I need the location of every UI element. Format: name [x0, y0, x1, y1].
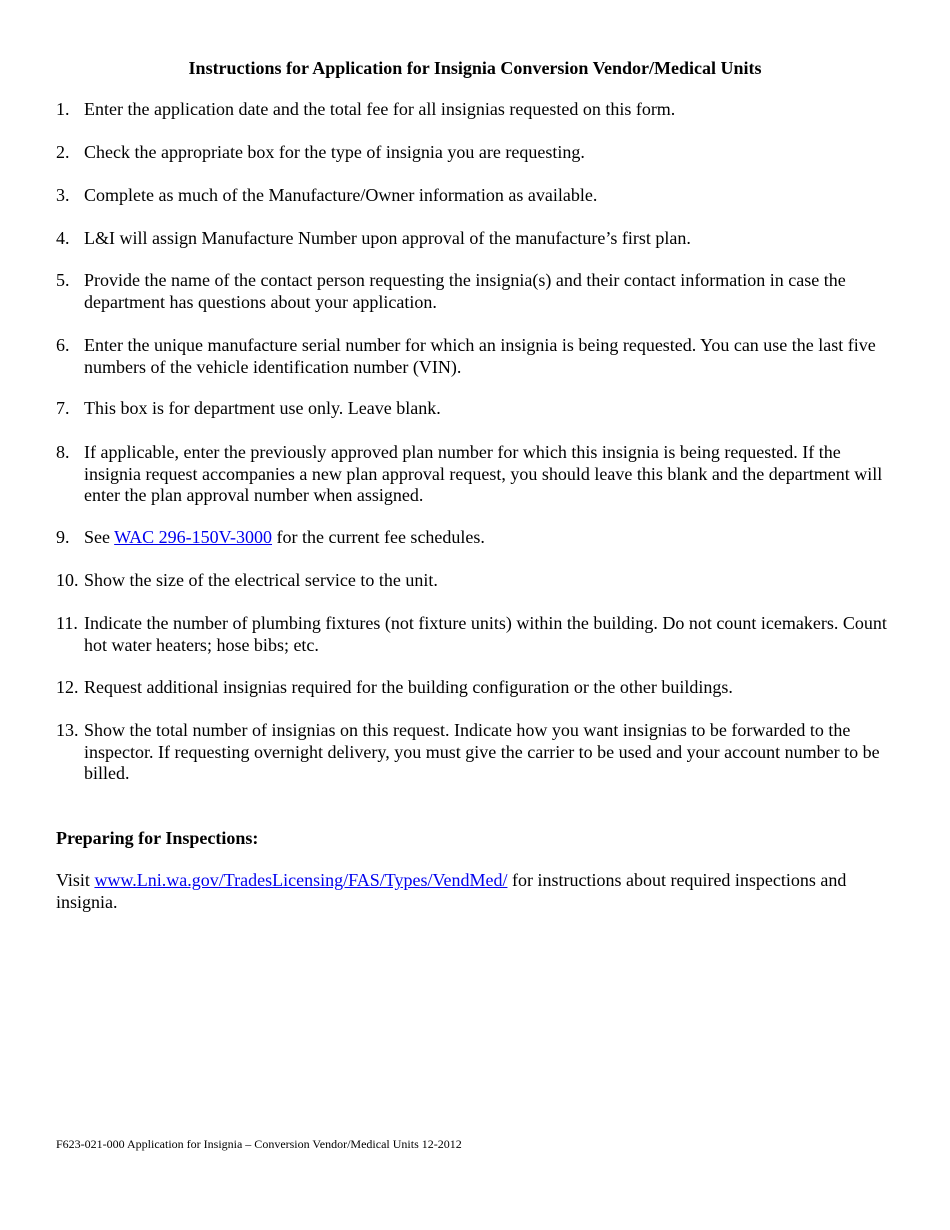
inspections-text-post: for instructions about required inspections and insignia. — [56, 870, 847, 912]
instruction-text-post: for the current fee schedules. — [272, 527, 485, 547]
instruction-text: Provide the name of the contact person requesting the insignia(s) and their contact information in case the department has questions about your application. — [84, 270, 846, 312]
instruction-text — [84, 527, 896, 549]
instruction-text: Complete as much of the Manufacture/Owner information as available. — [84, 185, 598, 205]
vendmed-link[interactable]: www.Lni.wa.gov/TradesLicensing/FAS/Types/VendMed/ — [94, 870, 508, 890]
instruction-number: 4. — [56, 228, 70, 248]
page-title: Instructions for Application for Insignia Conversion Vendor/Medical Units — [188, 58, 762, 78]
form-footer: F623-021-000 Application for Insignia – Conversion Vendor/Medical Units 12-2012 — [56, 1137, 462, 1151]
instruction-item — [56, 185, 896, 207]
instruction-item — [56, 228, 896, 250]
instruction-text: Check the appropriate box for the type of insignia you are requesting. — [84, 142, 585, 162]
instruction-number: 1. — [56, 99, 70, 119]
inspections-paragraph — [56, 870, 901, 913]
instruction-number: 6. — [56, 335, 70, 355]
instruction-item — [56, 677, 896, 699]
instruction-item — [56, 570, 896, 592]
instruction-number: 5. — [56, 270, 70, 290]
instruction-number: 2. — [56, 142, 70, 162]
instruction-item — [56, 527, 896, 549]
instruction-text-pre: See — [84, 527, 115, 547]
instruction-number: 12. — [56, 677, 79, 697]
instruction-text: Show the size of the electrical service to the unit. — [84, 570, 438, 590]
instruction-text: Indicate the number of plumbing fixtures (not fixture units) within the building. Do not count icemakers. Count hot water heaters; hose bibs; etc. — [84, 613, 887, 655]
instruction-number: 9. — [56, 527, 70, 547]
instruction-text: L&I will assign Manufacture Number upon approval of the manufacture’s first plan. — [84, 228, 691, 248]
instruction-number: 8. — [56, 442, 70, 462]
instruction-number: 3. — [56, 185, 70, 205]
instruction-text: This box is for department use only. Leave blank. — [84, 398, 441, 418]
instruction-number: 10. — [56, 570, 79, 590]
instruction-item — [56, 270, 896, 313]
instruction-text: If applicable, enter the previously approved plan number for which this insignia is being requested. If the insignia request accompanies a new plan approval request, you should leave this blank and the department will enter the plan approval number when assigned. — [84, 442, 883, 505]
instruction-text: Enter the application date and the total fee for all insignias requested on this form. — [84, 99, 676, 119]
instruction-item — [56, 442, 896, 507]
instruction-text: Request additional insignias required for the building configuration or the other buildings. — [84, 677, 733, 697]
wac-link[interactable]: WAC 296-150V-3000 — [114, 527, 273, 547]
inspections-text-pre: Visit — [56, 870, 95, 890]
instruction-item — [56, 720, 896, 785]
instruction-number: 7. — [56, 398, 70, 418]
instruction-item — [56, 335, 896, 378]
instruction-item — [56, 613, 896, 656]
instruction-item — [56, 142, 896, 164]
inspections-heading: Preparing for Inspections: — [56, 828, 259, 848]
instruction-text: Show the total number of insignias on this request. Indicate how you want insignias to be forwarded to the inspector. If requesting overnight delivery, you must give the carrier to be used and your account number to be billed. — [84, 720, 880, 783]
instruction-text: Enter the unique manufacture serial number for which an insignia is being requested. You can use the last five numbers of the vehicle identification number (VIN). — [84, 335, 876, 377]
instruction-item — [56, 99, 896, 121]
instruction-number: 11. — [56, 613, 78, 633]
instruction-item — [56, 398, 896, 420]
instruction-number: 13. — [56, 720, 79, 740]
